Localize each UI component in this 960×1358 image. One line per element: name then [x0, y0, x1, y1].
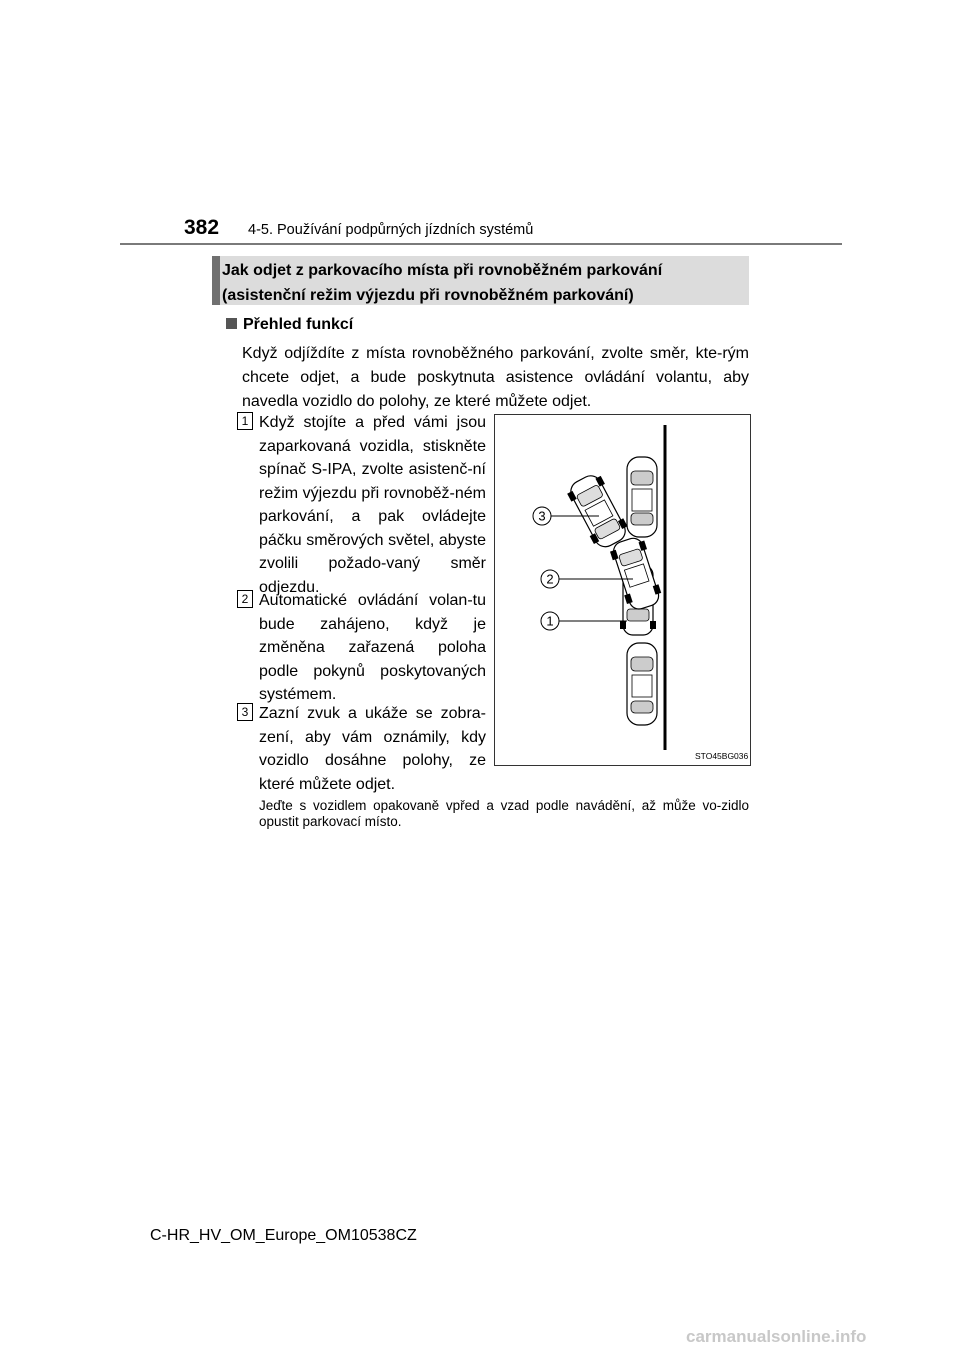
callout-1-label: 1: [546, 613, 554, 629]
header-divider: [120, 243, 842, 245]
step-2-marker: 2: [237, 590, 253, 608]
step-1-text: Když stojíte a před vámi jsou zaparkovaná vozidla, stiskněte spínač S-IPA, zvolte asistenč-ní režim výjezdu při rovnoběž-ném parkování, a pak ovládejte páčku směrových světel, abyste zvolili požado-vaný směr odjezdu.: [259, 414, 486, 596]
parking-diagram-svg: [495, 415, 750, 765]
subsection-title-text: Přehled funkcí: [243, 316, 354, 333]
step-3-marker: 3: [237, 703, 253, 721]
parked-car-rear: [627, 643, 657, 725]
watermark: carmanualsonline.info: [686, 1327, 867, 1346]
square-bullet-icon: [226, 318, 237, 329]
callout-3: [533, 507, 551, 525]
step-3-text: Zazní zvuk a ukáže se zobra-zení, aby vám oznámily, kdy vozidlo dosáhne polohy, ze které můžete odjet.: [259, 705, 486, 793]
section-title: [222, 259, 747, 308]
callout-3-label: 3: [538, 508, 546, 524]
callout-2: [541, 570, 559, 588]
parked-car-front: [627, 457, 657, 537]
step-2-text: Automatické ovládání volan-tu bude zahájeno, když je změněna zařazená poloha podle pokynů poskytovaných systémem.: [259, 592, 486, 703]
page-number: 382: [184, 216, 220, 239]
callout-2-label: 2: [546, 571, 554, 587]
vehicle-position-3: [564, 471, 631, 552]
section-title-line-1: Jak odjet z parkovacího místa při rovnoběžném parkování: [222, 262, 663, 279]
vehicle-position-2: [608, 535, 664, 613]
subsection-title: [226, 316, 353, 334]
note-text: Jeďte s vozidlem opakovaně vpřed a vzad podle navádění, až může vo-zidlo opustit parkovací místo.: [259, 798, 749, 829]
section-accent-bar: [212, 256, 220, 305]
footer-doc-id: C-HR_HV_OM_Europe_OM10538CZ: [150, 1227, 417, 1244]
intro-paragraph: Když odjíždíte z místa rovnoběžného parkování, zvolte směr, kte-rým chcete odjet, a bude poskytnuta asistence ovládání volantu, aby navedla vozidlo do polohy, ze které můžete odjet.: [242, 345, 749, 410]
parking-exit-illustration: [494, 414, 751, 766]
callout-1: [541, 612, 559, 630]
figure-code: STO45BG036: [695, 751, 749, 761]
step-1-marker: 1: [237, 412, 253, 430]
chapter-title: 4-5. Používání podpůrných jízdních systémů: [248, 222, 534, 238]
section-title-line-2: (asistenční režim výjezdu při rovnoběžném parkování): [222, 286, 634, 304]
